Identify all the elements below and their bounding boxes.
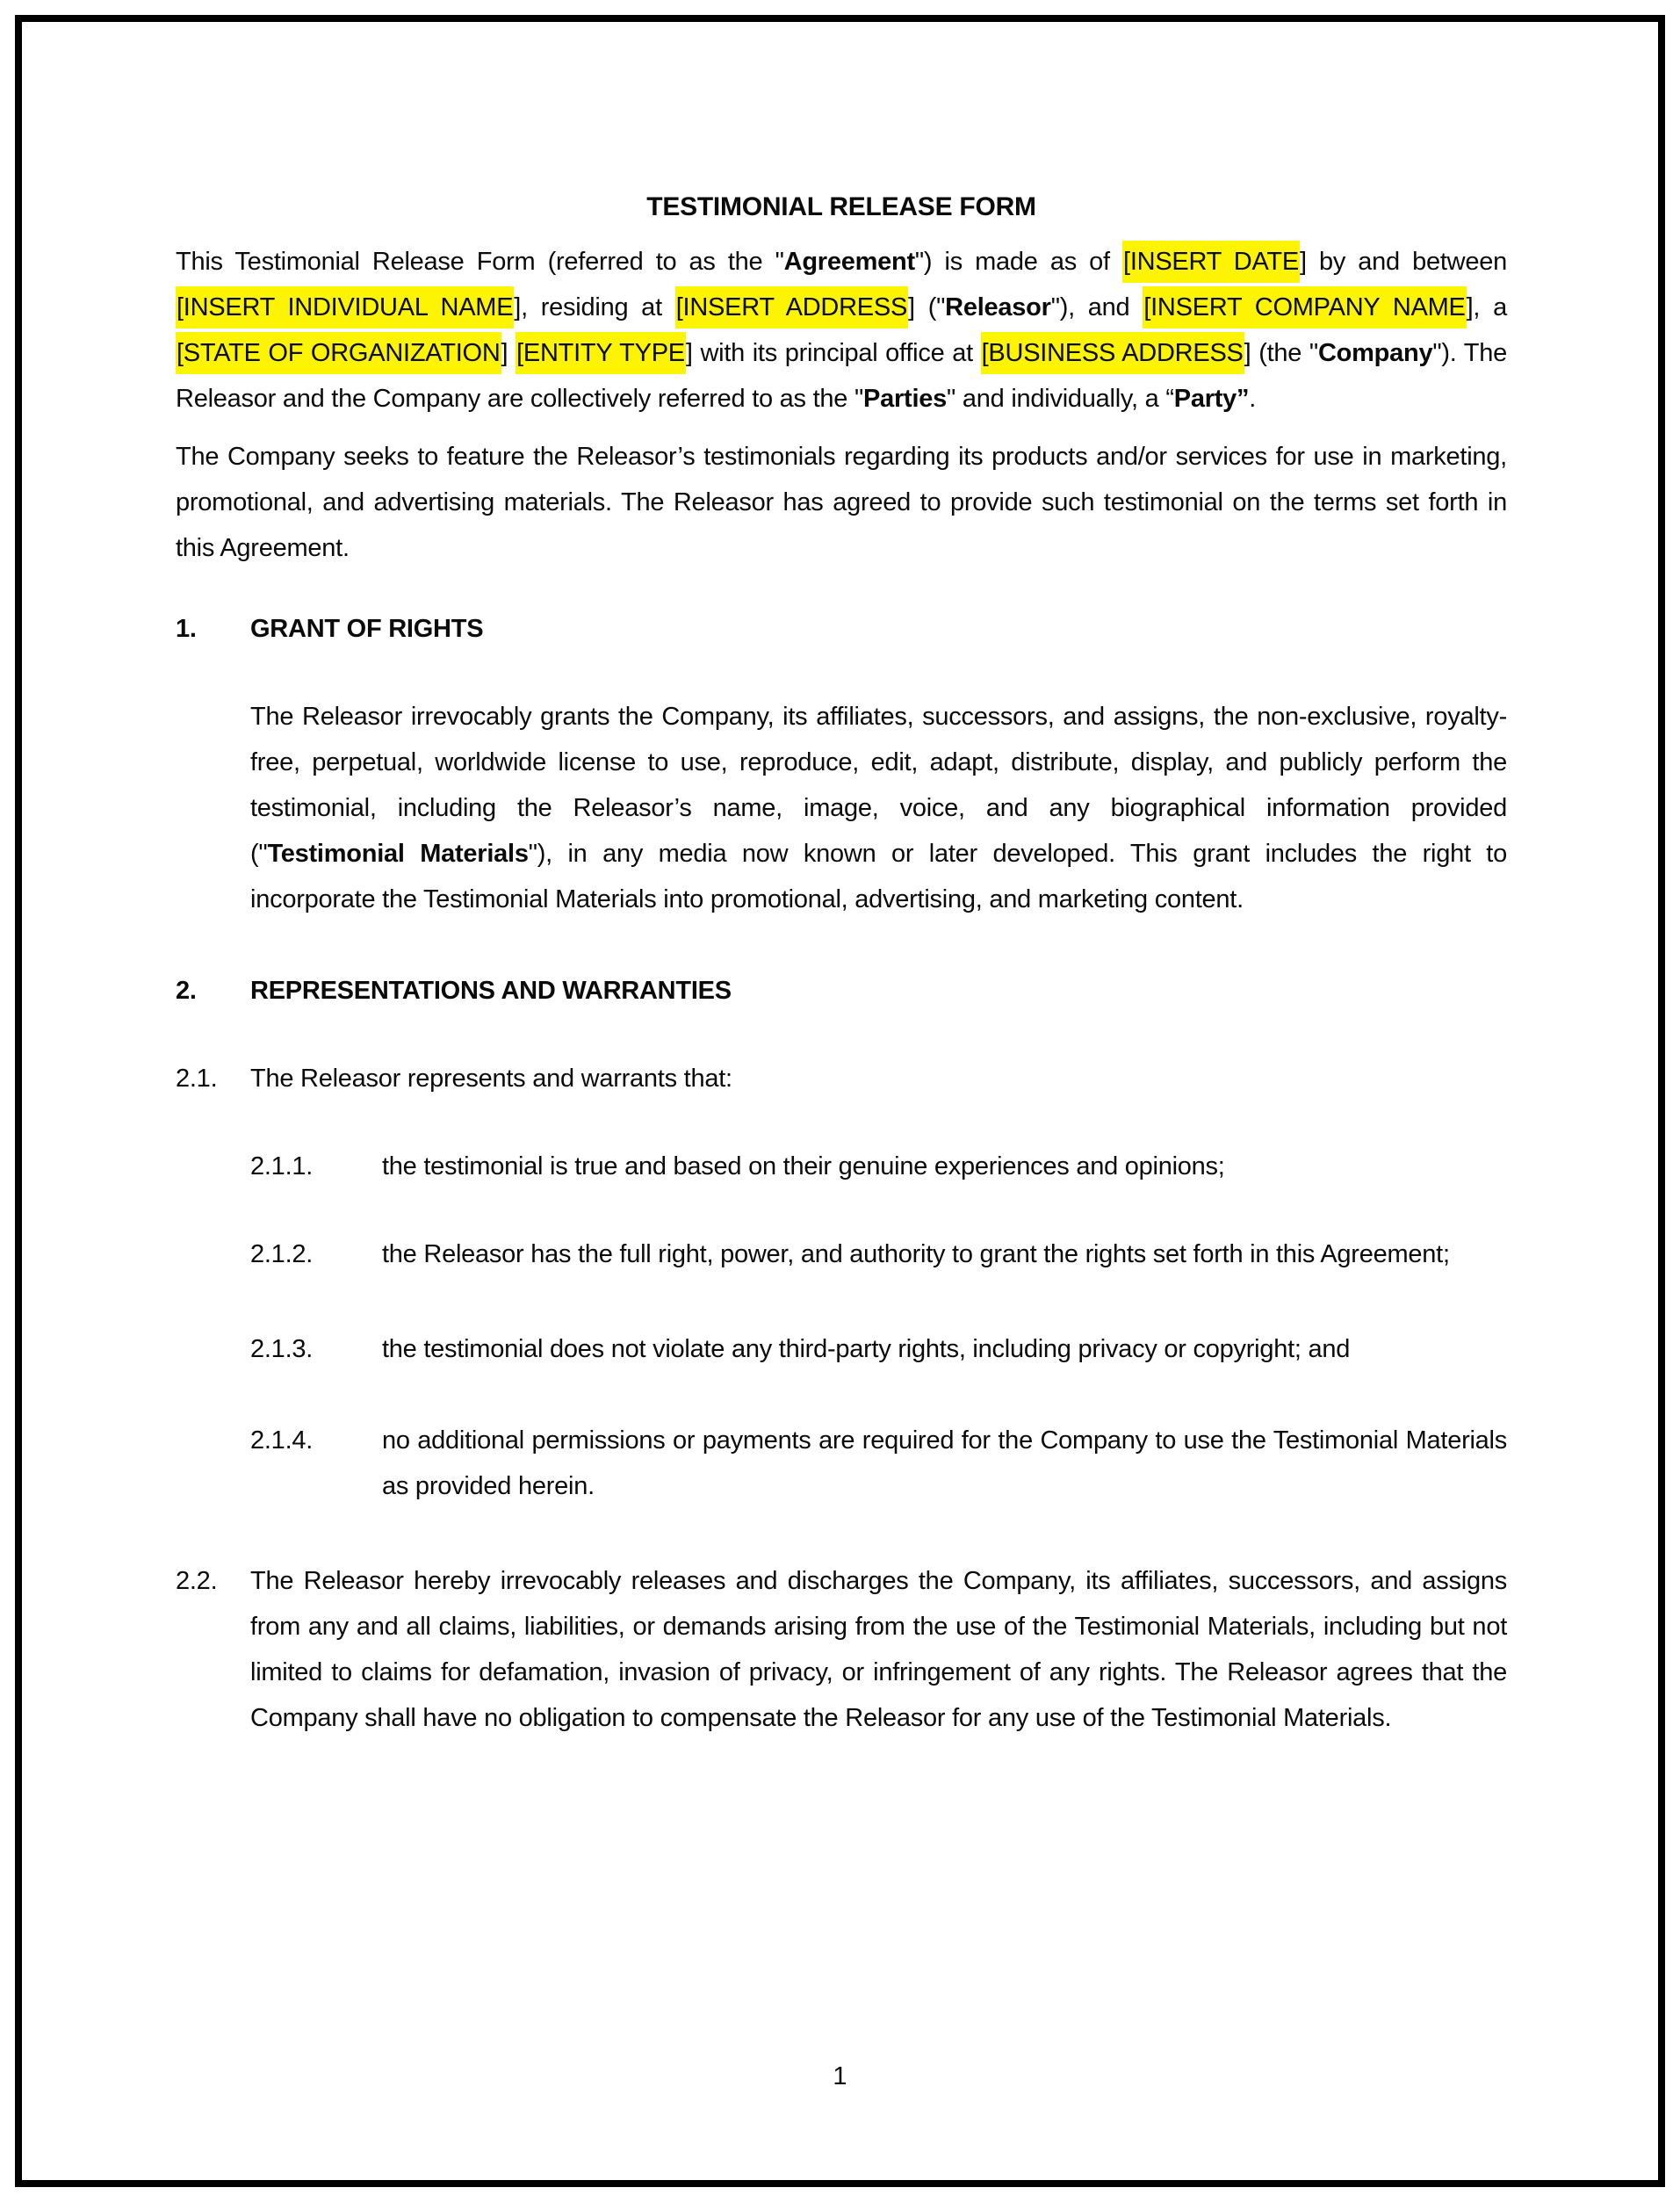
text-segment: The Releasor irrevocably grants the Company, its affiliates, successors, and assigns, the non-exclusive, royalty-free, perpetual, worldwide license to use, reproduce, edit, adapt, distribute, display, and publicly perform the testimonial, including the Releasor’s name, image, voice, and any biographical information provided (" (250, 703, 1507, 868)
text-segment: ") is made as of (914, 248, 1123, 276)
clause-text (250, 1056, 1507, 1101)
highlighted-placeholder: [INSERT DATE (1122, 241, 1300, 283)
text-segment: the Releasor has the full right, power, and authority to grant the rights set forth in this Agreement; (382, 1240, 1450, 1268)
text-segment: ] (" (908, 293, 946, 321)
clause-2-2 (176, 1558, 1507, 1741)
subclause-2-1-4 (250, 1418, 1507, 1509)
clause-number: 2.1. (176, 1065, 218, 1093)
subclause-number: 2.1.3. (250, 1335, 314, 1363)
subclause-text (382, 1144, 1507, 1189)
text-segment: " and individually, a “ (947, 385, 1174, 413)
highlighted-placeholder: [INSERT ADDRESS (675, 286, 908, 328)
clause-number: 2.2. (176, 1567, 218, 1595)
highlighted-placeholder: [BUSINESS ADDRESS (981, 332, 1244, 374)
subclause-number: 2.1.1. (250, 1152, 314, 1180)
text-segment: ] by and between (1299, 248, 1507, 276)
defined-term: Party” (1173, 385, 1250, 413)
document-content (176, 0, 1507, 1741)
text-segment: no additional permissions or payments are required for the Company to use the Testimonial Materials as provided herein. (382, 1426, 1507, 1500)
text-segment: ] with its principal office at (685, 339, 981, 367)
defined-term: Parties (863, 385, 948, 413)
section-heading-label: REPRESENTATIONS AND WARRANTIES (250, 977, 732, 1005)
highlighted-placeholder: [ENTITY TYPE (516, 332, 686, 374)
subclause-text (382, 1231, 1507, 1277)
text-segment: This Testimonial Release Form (referred to as the " (176, 248, 784, 276)
section-heading-representations (176, 968, 1507, 1014)
section-number: 2. (176, 977, 197, 1005)
text-segment: ] (the " (1244, 339, 1318, 367)
text-segment: ], a (1466, 293, 1507, 321)
document-title: TESTIMONIAL RELEASE FORM (646, 192, 1036, 221)
text-segment: The Company seeks to feature the Releasor’s testimonials regarding its products and/or services for use in marketing, promotional, and advertising materials. The Releasor has agreed to provide such testimonial on the terms set forth in this Agreement. (176, 443, 1507, 562)
clause-text (250, 1558, 1507, 1741)
text-segment: "), and (1050, 293, 1143, 321)
subclause-text (382, 1418, 1507, 1509)
text-segment: the testimonial does not violate any third-party rights, including privacy or copyright; and (382, 1335, 1351, 1363)
defined-term: Company (1317, 339, 1433, 367)
page-number: 1 (833, 2062, 847, 2090)
text-segment: ], residing at (514, 293, 675, 321)
subclause-2-1-3 (250, 1326, 1507, 1372)
text-segment: The Releasor represents and warrants that: (250, 1065, 732, 1093)
subclause-number: 2.1.4. (250, 1426, 314, 1455)
defined-term: Agreement (783, 248, 915, 276)
text-segment: ] (501, 339, 516, 367)
highlighted-placeholder: [INSERT INDIVIDUAL NAME (176, 286, 514, 328)
subclause-2-1-1 (250, 1144, 1507, 1189)
clause-2-1 (176, 1056, 1507, 1101)
section-number: 1. (176, 615, 197, 643)
subclause-number: 2.1.2. (250, 1240, 314, 1268)
highlighted-placeholder: [INSERT COMPANY NAME (1143, 286, 1466, 328)
subclause-text (382, 1326, 1507, 1372)
text-segment: The Releasor hereby irrevocably releases and discharges the Company, its affiliates, successors, and assigns from any and all claims, liabilities, or demands arising from the use of the Testimonial Materials, including but not limited to claims for defamation, invasion of privacy, or infringement of any rights. The Releasor agrees that the Company shall have no obligation to compensate the Releasor for any use of the Testimonial Materials. (250, 1567, 1507, 1732)
highlighted-placeholder: [STATE OF ORGANIZATION (176, 332, 501, 374)
text-segment: the testimonial is true and based on their genuine experiences and opinions; (382, 1152, 1225, 1180)
intro-paragraph-2 (176, 434, 1507, 571)
text-segment: "). The Releasor and the Company are collectively referred to as the " (176, 339, 1508, 413)
intro-paragraph-1 (176, 239, 1507, 422)
section-heading-grant-of-rights (176, 606, 1507, 652)
defined-term: Releasor (945, 293, 1051, 321)
subclause-2-1-2 (250, 1231, 1507, 1277)
section-heading-label: GRANT OF RIGHTS (250, 615, 484, 643)
grant-of-rights-paragraph (250, 694, 1507, 922)
defined-term: Testimonial Materials (267, 840, 529, 868)
text-segment: . (1249, 385, 1257, 413)
text-segment: "), in any media now known or later developed. This grant includes the right to incorporate the Testimonial Materials into promotional, advertising, and marketing content. (250, 840, 1507, 913)
